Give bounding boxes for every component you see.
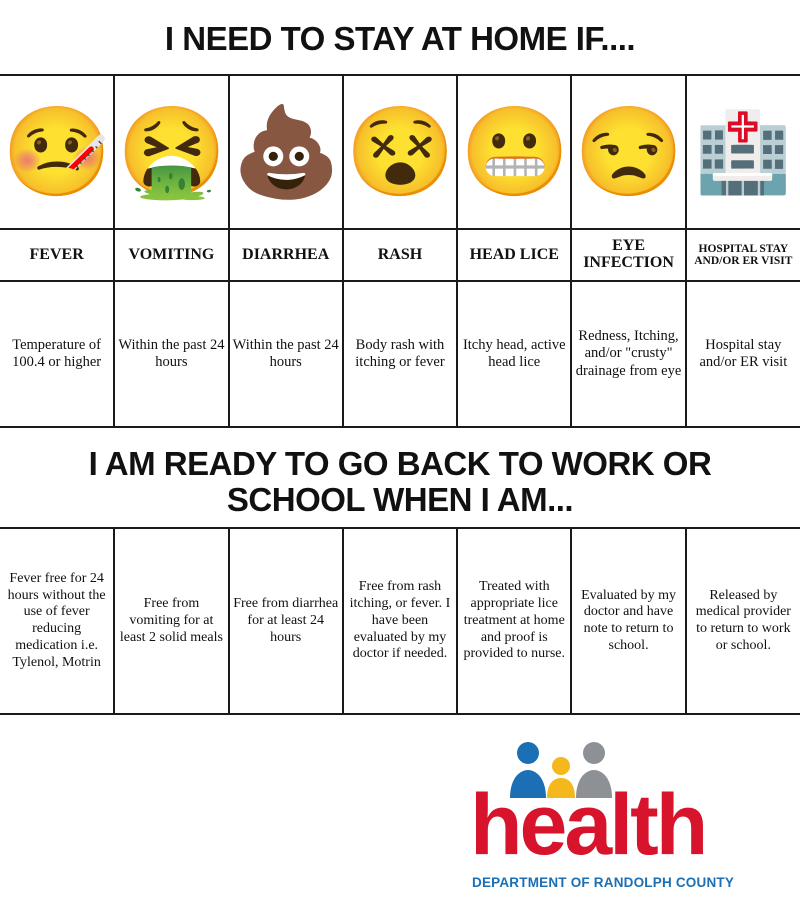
icon-cell-vomiting (114, 75, 228, 229)
face-with-thermometer-icon: 🤒 (2, 102, 112, 201)
face-scratching-head-icon: 😬 (460, 102, 570, 201)
return-table (0, 527, 800, 715)
return-diarrhea: Free from diarrhea for at least 24 hours (229, 528, 343, 714)
section-divider (0, 428, 800, 436)
return-row (0, 528, 800, 714)
label-rash: RASH (343, 229, 457, 281)
spotted-rash-face-icon: 😵 (345, 102, 456, 201)
logo-subtitle: DEPARTMENT OF RANDOLPH COUNTY (472, 875, 735, 890)
return-fever: Fever free for 24 hours without the use of fever reducing medication i.e. Tylenol, Motrin (0, 528, 114, 714)
symptoms-table (0, 74, 800, 428)
symptom-fever: Temperature of 100.4 or higher (0, 281, 114, 427)
return-title: I AM READY TO GO BACK TO WORK OR SCHOOL WHEN I AM... (88, 445, 712, 518)
return-vomiting: Free from vomiting for at least 2 solid meals (114, 528, 228, 714)
return-rash: Free from rash itching, or fever. I have been evaluated by my doctor if needed. (343, 528, 457, 714)
winking-unwell-face-icon: 😒 (574, 102, 684, 201)
symptom-diarrhea: Within the past 24 hours (229, 281, 343, 427)
pile-of-poo-icon: 💩 (231, 102, 342, 201)
label-fever: FEVER (0, 229, 114, 281)
symptom-head-lice: Itchy head, active head lice (457, 281, 571, 427)
icon-cell-rash (343, 75, 457, 229)
label-vomiting: VOMITING (114, 229, 228, 281)
label-diarrhea: DIARRHEA (229, 229, 343, 281)
icon-cell-eye-infection (571, 75, 685, 229)
return-head-lice: Treated with appropriate lice treatment at home and proof is provided to nurse. (457, 528, 571, 714)
label-head-lice: HEAD LICE (457, 229, 571, 281)
icon-cell-diarrhea (229, 75, 343, 229)
logo-wordmark: health (470, 777, 706, 873)
symptom-rash: Body rash with itching or fever (343, 281, 457, 427)
return-eye-infection: Evaluated by my doctor and have note to return to school. (571, 528, 685, 714)
symptom-eye-infection: Redness, Itching, and/or "crusty" drainage from eye (571, 281, 685, 427)
icon-cell-fever (0, 75, 114, 229)
label-hospital: HOSPITAL STAY AND/OR ER VISIT (686, 229, 800, 281)
icon-cell-hospital (686, 75, 800, 229)
symptom-row (0, 281, 800, 427)
symptom-vomiting: Within the past 24 hours (114, 281, 228, 427)
page-title: I NEED TO STAY AT HOME IF.... (164, 20, 636, 57)
icon-row (0, 75, 800, 229)
return-hospital: Released by medical provider to return to work or school. (686, 528, 800, 714)
icon-cell-head-lice (457, 75, 571, 229)
label-row (0, 229, 800, 281)
hospital-icon: 🏥 (694, 108, 792, 196)
health-department-logo (470, 766, 790, 894)
label-eye-infection: EYE INFECTION (571, 229, 685, 281)
symptom-hospital: Hospital stay and/or ER visit (686, 281, 800, 427)
vomiting-face-icon: 🤮 (117, 102, 227, 201)
